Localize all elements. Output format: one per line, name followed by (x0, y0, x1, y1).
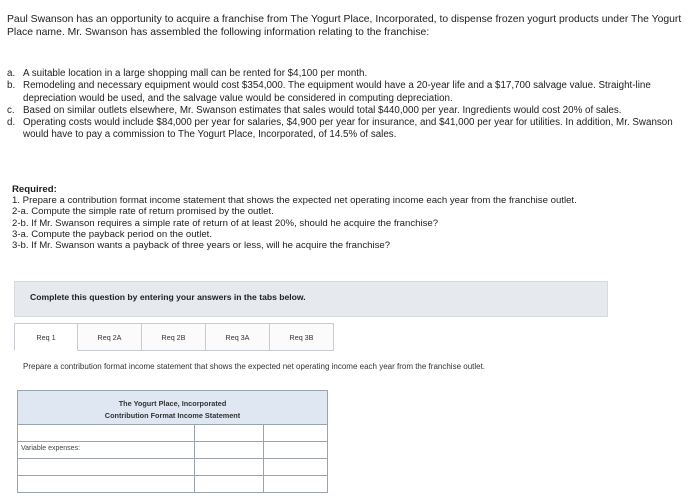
statement-header (17, 390, 328, 425)
instructions-banner (14, 281, 608, 317)
required-line: 2-a. Compute the simple rate of return promised by the outlet. (12, 206, 274, 218)
item-letter: d. (7, 117, 16, 129)
tab-req-2a[interactable]: Req 2A (78, 323, 142, 351)
facts-list (7, 68, 693, 142)
tab-req-2b[interactable]: Req 2B (142, 323, 206, 351)
amount-input[interactable] (195, 476, 264, 492)
list-item (7, 117, 693, 142)
total-cell (264, 442, 327, 458)
row-label-input[interactable] (18, 425, 195, 441)
required-section (12, 184, 692, 251)
company-name: The Yogurt Place, Incorporated (118, 399, 227, 408)
list-item (7, 68, 693, 80)
row-label-input[interactable] (18, 476, 195, 492)
banner-text: Complete this question by entering your answers in the tabs below. (30, 292, 306, 302)
total-input[interactable] (264, 459, 327, 475)
list-item (7, 80, 693, 105)
required-title: Required: (12, 184, 57, 195)
item-text: Remodeling and necessary equipment would cost $354,000. The equipment would have a 20-year life and a $17,700 salvage value. Straight-line depreciation would be used, and the salvage value would be considered in computing depreciation. (23, 80, 651, 104)
required-line: 1. Prepare a contribution format income statement that shows the expected net operating income each year from the franchise outlet. (12, 195, 577, 207)
table-row (17, 442, 328, 459)
requirement-tabs (14, 323, 334, 351)
item-letter: c. (7, 104, 15, 116)
list-item (7, 105, 693, 117)
item-letter: a. (7, 68, 16, 79)
item-letter: b. (7, 80, 16, 92)
required-line: 2-b. If Mr. Swanson requires a simple rate of return of at least 20%, should he acquire the franchise? (12, 217, 439, 229)
row-label-input[interactable] (18, 459, 195, 475)
amount-input[interactable] (195, 459, 264, 475)
item-text: A suitable location in a large shopping mall can be rented for $4,100 per month. (23, 68, 368, 79)
income-statement-table (17, 390, 328, 493)
tab-instructions: Prepare a contribution format income statement that shows the expected net operating income each year from the franchise outlet. (23, 362, 486, 371)
tab-req-1[interactable]: Req 1 (14, 323, 78, 351)
statement-title: Contribution Format Income Statement (104, 411, 241, 420)
tab-req-3a[interactable]: Req 3A (206, 323, 270, 351)
table-row (17, 476, 328, 493)
problem-intro: Paul Swanson has an opportunity to acquire a franchise from The Yogurt Place, Incorporated, to dispense frozen yogurt products under The Yogurt Place name. Mr. Swanson has assembled the following information relating to the franchise: (7, 14, 682, 38)
tab-req-3b[interactable]: Req 3B (270, 323, 334, 351)
item-text: Operating costs would include $84,000 per year for salaries, $4,900 per year for insurance, and $41,000 per year for utilities. In addition, Mr. Swanson would have to pay a commission to The Yogurt Place, Incorporated, of 14.5% of sales. (23, 117, 673, 141)
item-text: Based on similar outlets elsewhere, Mr. Swanson estimates that sales would total $440,000 per year. Ingredients would cost 20% of sales. (23, 104, 622, 116)
required-line: 3-a. Compute the payback period on the outlet. (12, 228, 212, 240)
total-input[interactable] (264, 425, 327, 441)
amount-input[interactable] (195, 425, 264, 441)
table-row (17, 459, 328, 476)
table-row (17, 425, 328, 442)
required-line: 3-b. If Mr. Swanson wants a payback of three years or less, will he acquire the franchise? (12, 240, 391, 252)
amount-cell (195, 442, 264, 458)
total-input[interactable] (264, 476, 327, 492)
row-label: Variable expenses: (18, 442, 195, 458)
